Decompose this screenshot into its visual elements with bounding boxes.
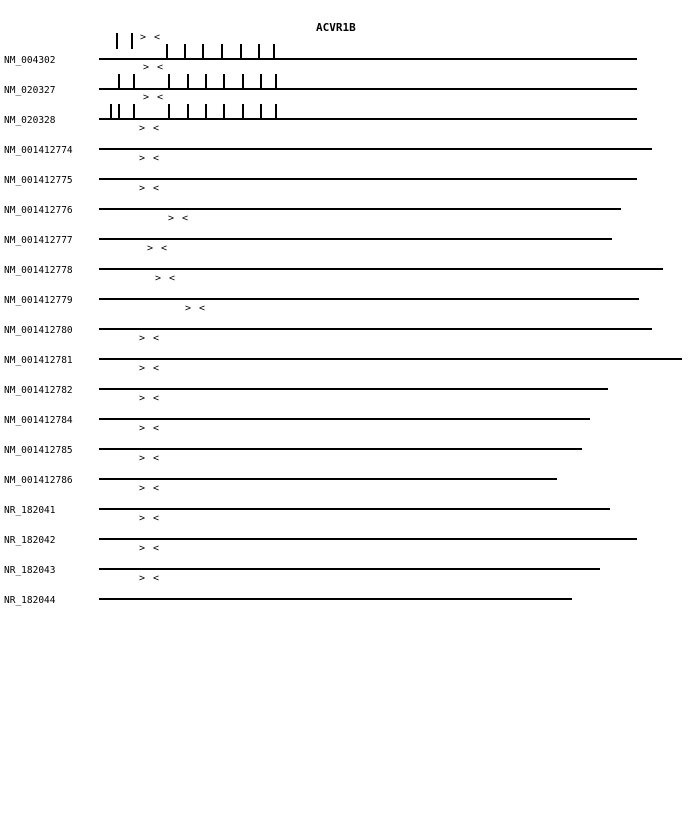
exon-tick <box>118 104 120 118</box>
transcript-line <box>99 478 557 480</box>
transcript-line <box>99 268 663 270</box>
exon-tick <box>260 104 262 118</box>
direction-arrows-icon: > < <box>139 513 161 524</box>
exon-tick <box>273 44 275 58</box>
transcript-line <box>99 328 652 330</box>
transcript-line <box>99 178 637 180</box>
direction-arrows-icon: > < <box>140 32 162 43</box>
direction-arrows-icon: > < <box>139 123 161 134</box>
track-label: NM_001412777 <box>4 235 73 246</box>
track-label: NM_001412784 <box>4 415 73 426</box>
exon-tick <box>205 74 207 88</box>
track-label: NM_001412782 <box>4 385 73 396</box>
exon-tick <box>221 44 223 58</box>
exon-tick <box>260 74 262 88</box>
direction-arrows-icon: > < <box>143 62 165 73</box>
transcript-line <box>99 208 621 210</box>
track-label: NR_182043 <box>4 565 56 576</box>
direction-arrows-icon: > < <box>139 543 161 554</box>
track-label: NM_001412785 <box>4 445 73 456</box>
direction-arrows-icon: > < <box>139 423 161 434</box>
track-label: NM_001412775 <box>4 175 73 186</box>
exon-tick <box>187 74 189 88</box>
page-title: ACVR1B <box>316 21 356 34</box>
transcript-line <box>99 598 572 600</box>
direction-arrows-icon: > < <box>139 393 161 404</box>
transcript-line <box>99 538 637 540</box>
exon-tick <box>223 74 225 88</box>
exon-tick <box>187 104 189 118</box>
exon-tick <box>166 44 168 58</box>
transcript-line <box>99 58 637 60</box>
track-label: NM_001412776 <box>4 205 73 216</box>
direction-arrows-icon: > < <box>139 363 161 374</box>
direction-arrows-icon: > < <box>139 333 161 344</box>
track-label: NM_001412786 <box>4 475 73 486</box>
direction-arrows-icon: > < <box>139 183 161 194</box>
exon-tick <box>133 104 135 118</box>
direction-arrows-icon: > < <box>147 243 169 254</box>
exon-tick <box>242 74 244 88</box>
direction-arrows-icon: > < <box>168 213 190 224</box>
track-label: NM_020327 <box>4 85 56 96</box>
track-label: NM_001412778 <box>4 265 73 276</box>
transcript-line <box>99 448 582 450</box>
exon-tick <box>240 44 242 58</box>
direction-arrows-icon: > < <box>155 273 177 284</box>
exon-tick <box>275 104 277 118</box>
transcript-line <box>99 358 682 360</box>
transcript-line <box>99 508 610 510</box>
track-label: NR_182041 <box>4 505 56 516</box>
transcript-line <box>99 388 608 390</box>
exon-tick <box>168 104 170 118</box>
transcript-line <box>99 238 612 240</box>
transcript-line <box>99 148 652 150</box>
track-label: NM_020328 <box>4 115 56 126</box>
exon-tick <box>202 44 204 58</box>
transcript-line <box>99 568 600 570</box>
exon-tick <box>184 44 186 58</box>
track-label: NM_001412779 <box>4 295 73 306</box>
direction-arrows-icon: > < <box>143 92 165 103</box>
track-label: NM_004302 <box>4 55 56 66</box>
exon-tick <box>242 104 244 118</box>
exon-tick <box>223 104 225 118</box>
transcript-line <box>99 298 639 300</box>
exon-tick <box>133 74 135 88</box>
exon-tick <box>118 74 120 88</box>
exon-tick <box>168 74 170 88</box>
transcript-line <box>99 88 637 90</box>
transcript-line <box>99 118 637 120</box>
track-label: NM_001412774 <box>4 145 73 156</box>
track-label: NR_182042 <box>4 535 56 546</box>
exon-tick <box>258 44 260 58</box>
direction-arrows-icon: > < <box>139 483 161 494</box>
direction-arrows-icon: > < <box>185 303 207 314</box>
exon-tick <box>110 104 112 118</box>
track-label: NM_001412781 <box>4 355 73 366</box>
transcript-line <box>99 418 590 420</box>
exon-tick <box>116 33 118 49</box>
direction-arrows-icon: > < <box>139 453 161 464</box>
direction-arrows-icon: > < <box>139 573 161 584</box>
track-label: NM_001412780 <box>4 325 73 336</box>
exon-tick <box>131 33 133 49</box>
track-label: NR_182044 <box>4 595 56 606</box>
exon-tick <box>205 104 207 118</box>
exon-tick <box>275 74 277 88</box>
direction-arrows-icon: > < <box>139 153 161 164</box>
